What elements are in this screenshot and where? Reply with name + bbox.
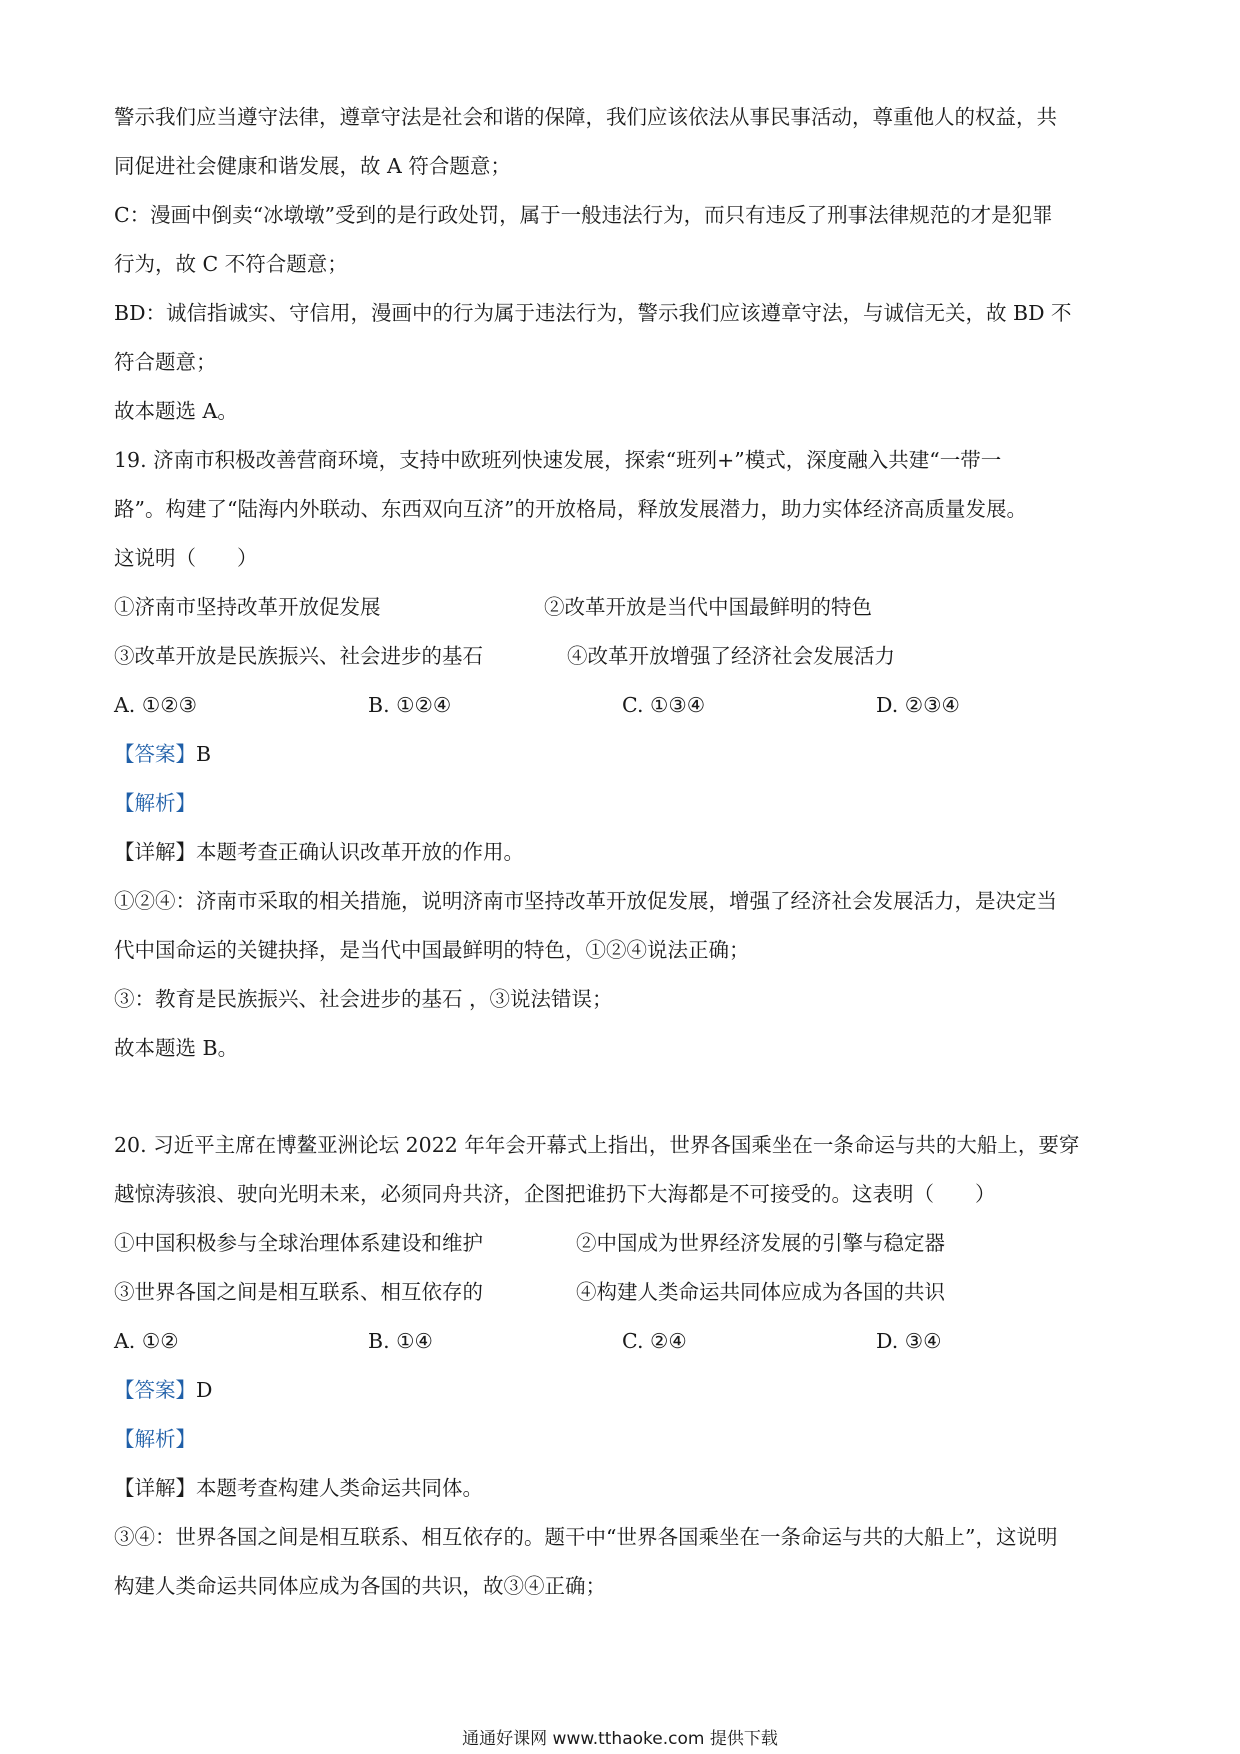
statement-4: ④构建人类命运共同体应成为各国的共识 — [576, 1280, 945, 1304]
explanation-line: ③④：世界各国之间是相互联系、相互依存的。题干中“世界各国乘坐在一条命运与共的大船上”，这说明 — [114, 1525, 1058, 1549]
question-stem-line: 19. 济南市积极改善营商环境，支持中欧班列快速发展，探索“班列+”模式，深度融入共建“一带一 — [114, 448, 1002, 472]
detail-tag: 【详解】 — [114, 1476, 196, 1500]
text-line: 同促进社会健康和谐发展，故 A 符合题意； — [114, 154, 511, 178]
text-line: 符合题意； — [114, 350, 217, 374]
text-line: 故本题选 A。 — [114, 399, 238, 423]
statement-2: ②中国成为世界经济发展的引擎与稳定器 — [576, 1231, 945, 1255]
answer-tag: 【答案】 — [114, 742, 196, 766]
explanation-line: 故本题选 B。 — [114, 1036, 239, 1060]
detail-text: 本题考查构建人类命运共同体。 — [196, 1476, 483, 1500]
option-c: C. ②④ — [622, 1329, 687, 1353]
analysis-line — [114, 1424, 1134, 1454]
question-stem-line: 20. 习近平主席在博鳌亚洲论坛 2022 年年会开幕式上指出，世界各国乘坐在一条命运与共的大船上，要穿 — [114, 1133, 1080, 1157]
answer-value: B — [196, 742, 212, 766]
detail-line — [114, 837, 1134, 867]
answer-value: D — [196, 1378, 213, 1402]
explanation-line: 构建人类命运共同体应成为各国的共识，故③④正确； — [114, 1574, 606, 1598]
question-stem-line: 路”。构建了“陆海内外联动、东西双向互济”的开放格局，释放发展潜力，助力实体经济高质量发展。 — [114, 497, 1027, 521]
page-footer: 通通好课网 www.tthaoke.com 提供下载 — [462, 1729, 778, 1749]
detail-line — [114, 1473, 1134, 1503]
answer-tag: 【答案】 — [114, 1378, 196, 1402]
statement-4: ④改革开放增强了经济社会发展活力 — [567, 644, 895, 668]
detail-tag: 【详解】 — [114, 840, 196, 864]
detail-text: 本题考查正确认识改革开放的作用。 — [196, 840, 524, 864]
text-line: 行为，故 C 不符合题意； — [114, 252, 348, 276]
answer-line — [114, 1375, 1134, 1405]
explanation-line: ①②④：济南市采取的相关措施，说明济南市坚持改革开放促发展，增强了经济社会发展活力，是决定当 — [114, 889, 1057, 913]
option-d: D. ②③④ — [876, 693, 960, 717]
analysis-tag: 【解析】 — [114, 791, 196, 815]
text-line: C：漫画中倒卖“冰墩墩”受到的是行政处罚，属于一般违法行为，而只有违反了刑事法律规范的才是犯罪 — [114, 203, 1053, 227]
statement-3: ③改革开放是民族振兴、社会进步的基石 — [114, 644, 483, 668]
option-c: C. ①③④ — [622, 693, 706, 717]
option-b: B. ①②④ — [368, 693, 452, 717]
statement-3: ③世界各国之间是相互联系、相互依存的 — [114, 1280, 483, 1304]
option-b: B. ①④ — [368, 1329, 433, 1353]
text-line: 警示我们应当遵守法律，遵章守法是社会和谐的保障，我们应该依法从事民事活动，尊重他人的权益，共 — [114, 105, 1057, 129]
answer-line — [114, 739, 1134, 769]
statement-1: ①中国积极参与全球治理体系建设和维护 — [114, 1231, 483, 1255]
statement-2: ②改革开放是当代中国最鲜明的特色 — [544, 595, 872, 619]
option-d: D. ③④ — [876, 1329, 942, 1353]
statement-1: ①济南市坚持改革开放促发展 — [114, 595, 381, 619]
option-a: A. ①②③ — [114, 693, 197, 717]
explanation-line: 代中国命运的关键抉择，是当代中国最鲜明的特色，①②④说法正确； — [114, 938, 750, 962]
explanation-line: ③：教育是民族振兴、社会进步的基石 ，③说法错误； — [114, 987, 613, 1011]
analysis-line — [114, 788, 1134, 818]
question-stem-line: 这说明（ ） — [114, 546, 258, 570]
text-line: BD：诚信指诚实、守信用，漫画中的行为属于违法行为，警示我们应该遵章守法，与诚信无关，故 BD 不 — [114, 301, 1072, 325]
analysis-tag: 【解析】 — [114, 1427, 196, 1451]
question-stem-line: 越惊涛骇浪、驶向光明未来，必须同舟共济，企图把谁扔下大海都是不可接受的。这表明（ ） — [114, 1182, 996, 1206]
option-a: A. ①② — [114, 1329, 179, 1353]
